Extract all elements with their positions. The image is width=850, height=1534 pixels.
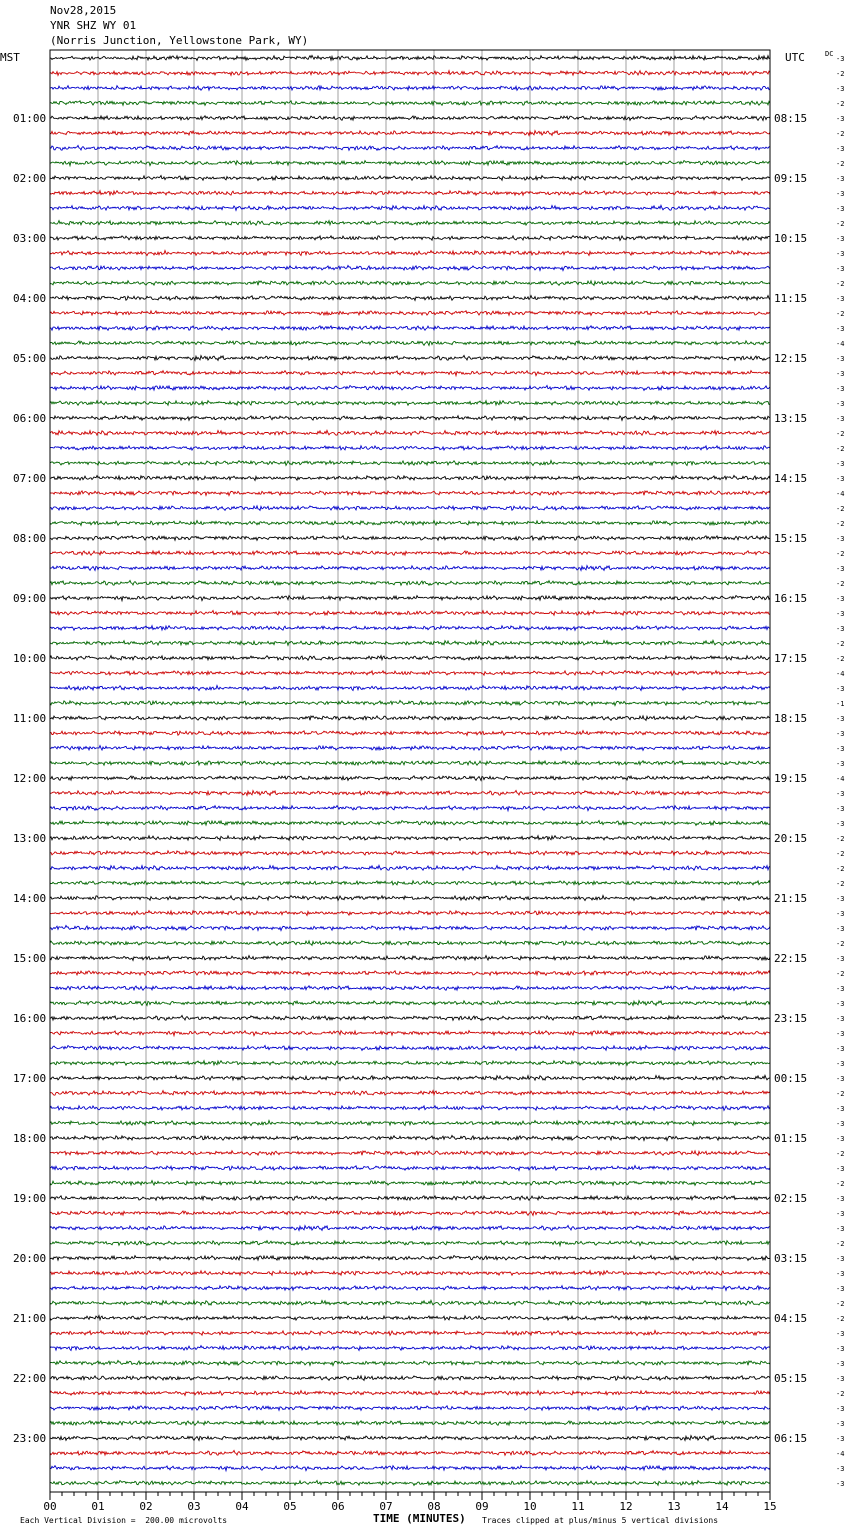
dc-offset-label: -3 [836, 820, 845, 828]
utc-time-label: 02:15 [774, 1192, 808, 1205]
trace-row [50, 791, 770, 796]
mst-time-label: 16:00 [13, 1012, 47, 1025]
utc-time-label: 01:15 [774, 1132, 808, 1145]
x-tick-label: 14 [715, 1500, 729, 1513]
trace-row [50, 911, 770, 916]
x-tick-label: 09 [475, 1500, 489, 1513]
dc-offset-label: -3 [836, 1345, 845, 1353]
dc-offset-label: -3 [836, 1420, 845, 1428]
trace-row [50, 506, 770, 511]
trace-row [50, 1391, 770, 1396]
dc-label: DC [825, 50, 834, 58]
dc-offset-label: -3 [836, 805, 845, 813]
trace-row [50, 521, 770, 526]
dc-offset-label: -3 [836, 955, 845, 963]
dc-offset-label: -3 [836, 565, 845, 573]
trace-row [50, 71, 770, 76]
trace-row [50, 596, 770, 601]
trace-row [50, 1361, 770, 1366]
dc-offset-label: -3 [836, 370, 845, 378]
dc-offset-label: -3 [836, 1135, 845, 1143]
trace-row [50, 386, 770, 391]
dc-offset-label: -3 [836, 685, 845, 693]
dc-offset-label: -3 [836, 460, 845, 468]
mst-time-label: 19:00 [13, 1192, 47, 1205]
dc-offset-label: -3 [836, 1375, 845, 1383]
x-tick-label: 02 [139, 1500, 153, 1513]
utc-time-label: 20:15 [774, 832, 808, 845]
x-tick-label: 10 [523, 1500, 537, 1513]
mst-time-label: 21:00 [13, 1312, 47, 1325]
dc-offset-label: -3 [836, 985, 845, 993]
trace-group [50, 55, 770, 1485]
mst-time-label: 13:00 [13, 832, 47, 845]
mst-time-label: 03:00 [13, 232, 47, 245]
trace-row [50, 806, 770, 811]
dc-offset-label: -3 [836, 1480, 845, 1488]
dc-offset-label: -2 [836, 550, 845, 558]
x-tick-label: 13 [667, 1500, 681, 1513]
trace-row [50, 236, 770, 241]
x-tick-label: 07 [379, 1500, 393, 1513]
trace-row [50, 821, 770, 826]
trace-row [50, 341, 770, 346]
trace-row [50, 146, 770, 151]
utc-time-label: 04:15 [774, 1312, 808, 1325]
dc-offset-label: -3 [836, 760, 845, 768]
trace-row [50, 956, 770, 961]
dc-offset-label: -2 [836, 100, 845, 108]
trace-row [50, 656, 770, 661]
dc-offset-label: -3 [836, 790, 845, 798]
mst-time-label: 23:00 [13, 1432, 47, 1445]
utc-time-label: 06:15 [774, 1432, 808, 1445]
utc-time-label: 08:15 [774, 112, 808, 125]
trace-row [50, 371, 770, 376]
dc-offset-label: -2 [836, 865, 845, 873]
utc-time-label: 15:15 [774, 532, 808, 545]
trace-row [50, 551, 770, 556]
trace-row [50, 986, 770, 991]
mst-time-label: 20:00 [13, 1252, 47, 1265]
dc-offset-label: -3 [836, 145, 845, 153]
utc-time-label: 03:15 [774, 1252, 808, 1265]
dc-offset-label: -3 [836, 115, 845, 123]
trace-row [50, 686, 770, 691]
trace-row [50, 626, 770, 631]
dc-offset-label: -3 [836, 1285, 845, 1293]
dc-offset-label: -3 [836, 745, 845, 753]
trace-row [50, 131, 770, 136]
trace-row [50, 1436, 770, 1441]
trace-row [50, 1451, 770, 1456]
trace-row [50, 941, 770, 946]
dc-offset-label: -3 [836, 475, 845, 483]
dc-offset-label: -2 [836, 940, 845, 948]
trace-row [50, 1211, 770, 1216]
dc-offset-label: -3 [836, 1360, 845, 1368]
utc-time-label: 18:15 [774, 712, 808, 725]
mst-time-label: 05:00 [13, 352, 47, 365]
dc-offset-label: -3 [836, 235, 845, 243]
dc-offset-label: -3 [836, 1060, 845, 1068]
trace-row [50, 1300, 770, 1305]
dc-offset-label: -2 [836, 640, 845, 648]
x-axis-title: TIME (MINUTES) [373, 1512, 466, 1525]
dc-offset-label: -2 [836, 130, 845, 138]
trace-row [50, 1031, 770, 1036]
trace-row [50, 1241, 770, 1246]
trace-row [50, 1091, 770, 1096]
trace-row [50, 1376, 770, 1381]
clip-note: Traces clipped at plus/minus 5 vertical divisions [482, 1516, 719, 1525]
mst-time-label: 01:00 [13, 112, 47, 125]
dc-offset-label: -3 [836, 1270, 845, 1278]
trace-row [50, 161, 770, 166]
trace-row [50, 1001, 770, 1006]
trace-row [50, 1196, 770, 1201]
trace-row [50, 356, 770, 361]
trace-row [50, 746, 770, 751]
utc-time-label: 19:15 [774, 772, 808, 785]
mst-time-label: 11:00 [13, 712, 47, 725]
dc-offset-label: -2 [836, 970, 845, 978]
x-tick-label: 11 [571, 1500, 585, 1513]
trace-row [50, 1121, 770, 1126]
dc-offset-label: -2 [836, 850, 845, 858]
trace-row [50, 581, 770, 586]
mst-time-label: 02:00 [13, 172, 47, 185]
trace-row [50, 281, 770, 286]
trace-row [50, 1256, 770, 1261]
dc-offset-label: -2 [836, 1180, 845, 1188]
dc-offset-label: -3 [836, 610, 845, 618]
utc-time-label: 12:15 [774, 352, 808, 365]
dc-offset-label: -3 [836, 1210, 845, 1218]
dc-offset-label: -3 [836, 1225, 845, 1233]
dc-offset-label: -3 [836, 355, 845, 363]
plot-frame [50, 50, 770, 1492]
utc-axis-label: UTC [785, 51, 805, 64]
utc-time-label: 10:15 [774, 232, 808, 245]
trace-row [50, 611, 770, 616]
dc-offset-label: -2 [836, 880, 845, 888]
trace-row [50, 296, 770, 301]
trace-row [50, 101, 770, 106]
dc-offset-label: -3 [836, 1255, 845, 1263]
trace-row [50, 1181, 770, 1186]
mst-time-label: 17:00 [13, 1072, 47, 1085]
utc-time-label: 23:15 [774, 1012, 808, 1025]
trace-row [50, 1481, 770, 1486]
trace-row [50, 716, 770, 721]
trace-row [50, 1406, 770, 1411]
dc-offset-label: -3 [836, 1045, 845, 1053]
dc-offset-label: -2 [836, 1315, 845, 1323]
dc-offset-label: -4 [836, 670, 845, 678]
mst-time-label: 15:00 [13, 952, 47, 965]
trace-row [50, 461, 770, 466]
dc-offset-label: -3 [836, 55, 845, 63]
dc-offset-label: -2 [836, 1150, 845, 1158]
dc-offset-label: -2 [836, 505, 845, 513]
utc-time-label: 17:15 [774, 652, 808, 665]
dc-offset-label: -3 [836, 325, 845, 333]
dc-offset-label: -2 [836, 835, 845, 843]
trace-row [50, 1466, 770, 1471]
x-tick-label: 04 [235, 1500, 249, 1513]
dc-offset-label: -3 [836, 175, 845, 183]
trace-row [50, 761, 770, 766]
dc-offset-label: -3 [836, 1165, 845, 1173]
trace-row [50, 731, 770, 736]
trace-row [50, 191, 770, 196]
trace-row [50, 1316, 770, 1320]
trace-row [50, 671, 770, 676]
trace-row [50, 640, 770, 645]
dc-offset-label: -2 [836, 280, 845, 288]
dc-offset-label: -3 [836, 1030, 845, 1038]
utc-time-label: 22:15 [774, 952, 808, 965]
utc-time-label: 21:15 [774, 892, 808, 905]
dc-offset-label: -2 [836, 655, 845, 663]
mst-time-label: 07:00 [13, 472, 47, 485]
trace-row [50, 971, 770, 976]
dc-offset-label: -2 [836, 70, 845, 78]
x-tick-label: 01 [91, 1500, 105, 1513]
dc-offset-label: -2 [836, 220, 845, 228]
dc-offset-label: -3 [836, 400, 845, 408]
dc-offset-label: -2 [836, 1090, 845, 1098]
dc-offset-label: -3 [836, 1120, 845, 1128]
trace-row [50, 881, 770, 885]
x-axis [43, 1492, 776, 1513]
trace-row [50, 926, 770, 931]
mst-axis-label: MST [0, 51, 20, 64]
dc-offset-label: -3 [836, 625, 845, 633]
trace-row [50, 1346, 770, 1351]
trace-row [50, 176, 770, 181]
dc-offset-label: -3 [836, 925, 845, 933]
trace-row [50, 1075, 770, 1080]
trace-row [50, 1226, 770, 1231]
x-tick-label: 15 [763, 1500, 777, 1513]
dc-offset-label: -3 [836, 385, 845, 393]
dc-offset-label: -1 [836, 700, 845, 708]
dc-offset-label: -3 [836, 1105, 845, 1113]
mst-time-label: 08:00 [13, 532, 47, 545]
dc-offset-label: -3 [836, 205, 845, 213]
trace-row [50, 536, 770, 541]
date-label: Nov28,2015 [50, 4, 117, 17]
trace-row [50, 1286, 770, 1291]
dc-offset-label: -2 [836, 160, 845, 168]
x-tick-label: 00 [43, 1500, 57, 1513]
dc-offset-label: -2 [836, 580, 845, 588]
trace-row [50, 491, 770, 496]
dc-offset-label: -3 [836, 1330, 845, 1338]
trace-row [50, 1271, 770, 1276]
mst-time-label: 10:00 [13, 652, 47, 665]
dc-offset-label: -2 [836, 1390, 845, 1398]
trace-row [50, 1016, 770, 1021]
x-tick-label: 06 [331, 1500, 345, 1513]
dc-offset-label: -4 [836, 490, 845, 498]
trace-row [50, 776, 770, 781]
dc-offset-label: -3 [836, 1075, 845, 1083]
x-tick-label: 08 [427, 1500, 441, 1513]
dc-offset-label: -3 [836, 1000, 845, 1008]
trace-row [50, 1331, 770, 1336]
utc-time-label: 09:15 [774, 172, 808, 185]
utc-time-label: 13:15 [774, 412, 808, 425]
utc-time-label: 05:15 [774, 1372, 808, 1385]
trace-row [50, 476, 770, 481]
utc-time-label: 14:15 [774, 472, 808, 485]
dc-offset-label: -3 [836, 535, 845, 543]
trace-row [50, 401, 770, 406]
utc-time-label: 00:15 [774, 1072, 808, 1085]
dc-offset-label: -3 [836, 85, 845, 93]
dc-offset-label: -3 [836, 895, 845, 903]
trace-row [50, 896, 770, 901]
dc-offset-label: -3 [836, 190, 845, 198]
dc-offset-label: -3 [836, 1405, 845, 1413]
mst-time-label: 09:00 [13, 592, 47, 605]
x-tick-label: 03 [187, 1500, 201, 1513]
dc-offset-label: -2 [836, 445, 845, 453]
mst-time-label: 04:00 [13, 292, 47, 305]
mst-time-label: 18:00 [13, 1132, 47, 1145]
dc-offset-label: -4 [836, 1450, 845, 1458]
dc-offset-label: -3 [836, 415, 845, 423]
trace-row [50, 1136, 770, 1141]
trace-row [50, 86, 770, 91]
dc-offset-label: -3 [836, 1195, 845, 1203]
trace-row [50, 1061, 770, 1066]
dc-offset-label: -3 [836, 295, 845, 303]
trace-row [50, 701, 770, 706]
trace-row [50, 851, 770, 856]
dc-offset-label: -3 [836, 715, 845, 723]
dc-offset-label: -3 [836, 250, 845, 258]
dc-offset-label: -4 [836, 340, 845, 348]
dc-offset-label: -3 [836, 910, 845, 918]
dc-offset-label: -2 [836, 1240, 845, 1248]
trace-row [50, 1151, 770, 1156]
trace-row [50, 416, 770, 421]
dc-offset-label: -2 [836, 310, 845, 318]
utc-time-label: 16:15 [774, 592, 808, 605]
trace-row [50, 1046, 770, 1051]
location-label: (Norris Junction, Yellowstone Park, WY) [50, 34, 309, 47]
trace-row [50, 865, 770, 870]
mst-time-label: 22:00 [13, 1372, 47, 1385]
trace-row [50, 326, 770, 331]
trace-row [50, 116, 770, 121]
dc-offset-label: -3 [836, 265, 845, 273]
trace-row [50, 266, 770, 271]
dc-offset-label: -3 [836, 1435, 845, 1443]
dc-offset-label: -2 [836, 430, 845, 438]
dc-offset-label: -3 [836, 1465, 845, 1473]
dc-offset-label: -4 [836, 775, 845, 783]
station-label: YNR SHZ WY 01 [50, 19, 137, 32]
trace-row [50, 836, 770, 841]
trace-row [50, 221, 770, 226]
trace-row [50, 1166, 770, 1171]
trace-row [50, 205, 770, 210]
trace-row [50, 446, 770, 450]
x-tick-label: 12 [619, 1500, 633, 1513]
trace-row [50, 430, 770, 435]
dc-offset-label: -3 [836, 595, 845, 603]
utc-time-label: 11:15 [774, 292, 808, 305]
trace-row [50, 311, 770, 316]
mst-time-label: 14:00 [13, 892, 47, 905]
dc-offset-label: -3 [836, 1015, 845, 1023]
dc-offset-label: -2 [836, 1300, 845, 1308]
trace-row [50, 1106, 770, 1111]
x-tick-label: 05 [283, 1500, 297, 1513]
dc-offset-label: -2 [836, 520, 845, 528]
mst-time-label: 12:00 [13, 772, 47, 785]
dc-offset-label: -3 [836, 730, 845, 738]
trace-row [50, 1421, 770, 1425]
trace-row [50, 566, 770, 571]
trace-row [50, 55, 770, 60]
mst-time-label: 06:00 [13, 412, 47, 425]
scale-note: Each Vertical Division = 200.00 microvolts [20, 1516, 228, 1525]
trace-row [50, 251, 770, 256]
